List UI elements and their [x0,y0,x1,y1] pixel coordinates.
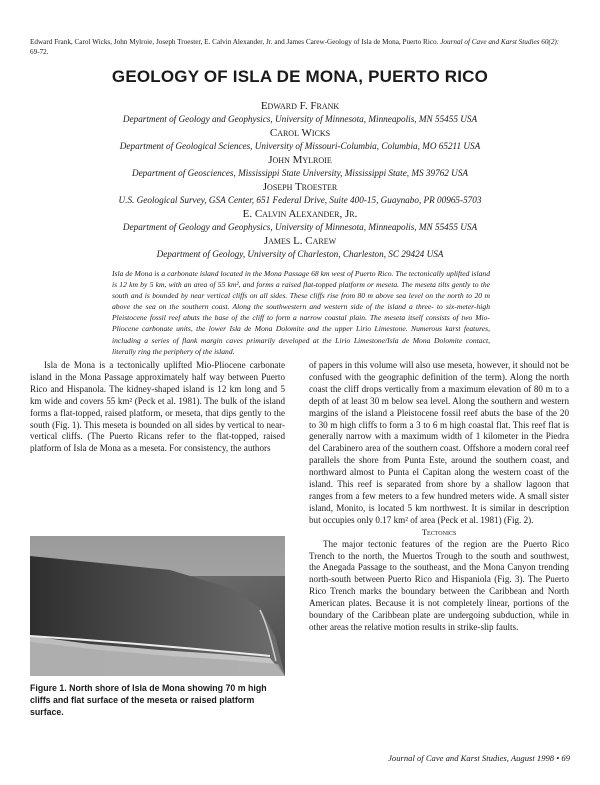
author-name: Edward F. Frank [260,100,340,112]
body-right-column [309,360,569,634]
author-name: John Mylroie [268,154,332,166]
citation-authors: Edward Frank, Carol Wicks, John Mylroie, Joseph Troester, E. Calvin Alexander, Jr. and James Carew-Geology of Isla de Mona, Puerto Rico. [30,38,439,46]
figure-caption: Figure 1. North shore of Isla de Mona showing 70 m high cliffs and flat surface of the meseta or raised platform surface. [30,683,267,717]
body-paragraph: Isla de Mona is a tectonically uplifted Mio-Pliocene carbonate island in the Mona Passage approximately half way between Puerto Rico and Hispanola. The kidney-shaped island is 12 km long and 5 km wide and covers 55 km² (Peck et al. 1981). The bulk of the island forms a flat-topped, raised platform, or meseta, that dips gently to the south (Fig. 1). This meseta is bounded on all sides by vertical to near-vertical cliffs. (The Puerto Ricans refer to the flat-topped, raised platform of Isla de Mona as a meseta. For consistency, the authors [30,360,285,454]
figure-1-photo [30,536,285,676]
author-affiliation: U.S. Geological Survey, GSA Center, 651 Federal Drive, Suite 400-15, Guaynabo, PR 00965-5703 [118,195,482,205]
abstract: Isla de Mona is a carbonate island located in the Mona Passage 68 km west of Puerto Rico. The tectonically uplifted island is 12 km by 5 km, with an area of 55 km², and forms a raised flat-topped platform or meseta. The meseta tilts gently to the south and is bounded by near vertical cliffs on all sides. These cliffs rise from 80 m above sea level on the north to 20 m above the sea on the southern coast. Along the southwestern and western side of the island a three- to six-meter-high Pleistocene fossil reef abuts the base of the cliff to form a narrow coastal plain. The meseta itself consists of two Mio-Pliocene carbonate units, the lower Isla de Mona Dolomite and the upper Lirio Limestone. Numerous karst features, including a series of flank margin caves primarily developed at the Lirio Limestone/Isla de Mona Dolomite contact, literally ring the periphery of the island. [112,269,490,356]
author-affiliation: Department of Geological Sciences, University of Missouri-Columbia, Columbia, MO 65211 USA [119,141,481,151]
author-affiliation: Department of Geology, University of Charleston, Charleston, SC 29424 USA [156,249,444,259]
author-affiliation: Department of Geosciences, Mississippi State University, Mississippi State, MS 39762 USA [131,168,469,178]
author-name: Carol Wicks [269,127,331,139]
author-name: E. Calvin Alexander, Jr. [242,208,358,220]
citation-journal: Journal of Cave and Karst Studies 60(2): [440,38,560,46]
body-paragraph: of papers in this volume will also use meseta, however, it should not be confused with the geographic definition of the term). Along the north coast the cliff drops vertically from a maximum elevation of 80 m to a depth of at least 30 m below sea level. Along the southern and western margins of the island a Pleistocene fossil reef abuts the base of the 20 to 30 m high cliffs to form a 3 to 6 m high coastal flat. This reef flat is generally narrow with a maximum width of 1 kilometer in the Piedra del Carabinero area of the southern coast. Offshore a modern coral reef parallels the shore from Punta Este, around the southern coast, and northward almost to Punta el Capitan along the western coast of the island. This reef is separated from shore by a shallow lagoon that ranges from a few meters to a few hundred meters wide. A small sister island, Monito, is located 5 km northwest. It is similar in description but occupies only 0.17 km² of area (Peck et al. 1981) (Fig. 2). [309,360,569,525]
coastal-cliff-photo [30,536,285,676]
citation-pages: 69-72. [30,47,49,56]
page-footer: Journal of Cave and Karst Studies, August 1998 • 69 [388,753,570,763]
citation-header [30,38,570,57]
author-affiliation: Department of Geology and Geophysics, University of Minnesota, Minneapolis, MN 55455 USA [122,222,478,232]
author-name: Joseph Troester [262,181,338,193]
article-title: GEOLOGY OF ISLA DE MONA, PUERTO RICO [111,67,489,86]
author-list [0,99,600,261]
author-affiliation: Department of Geology and Geophysics, University of Minnesota, Minneapolis, MN 55455 USA [122,114,478,124]
section-heading: Tectonics [421,526,457,537]
body-paragraph: The major tectonic features of the region are the Puerto Rico Trench to the north, the Muertos Trough to the south and southwest, the Anegada Passage to the southeast, and the Mona Canyon trending north-south between Puerto Rico and Hispaniola (Fig. 3). The Puerto Rico Trench marks the boundary between the Caribbean and North American plates. Because it is not completely linear, portions of the boundary of the Caribbean plate are undergoing subduction, while in other areas the relative motion results in strike-slip faults. [309,538,569,632]
author-name: James L. Carew [263,235,337,247]
body-left-column [30,360,285,455]
